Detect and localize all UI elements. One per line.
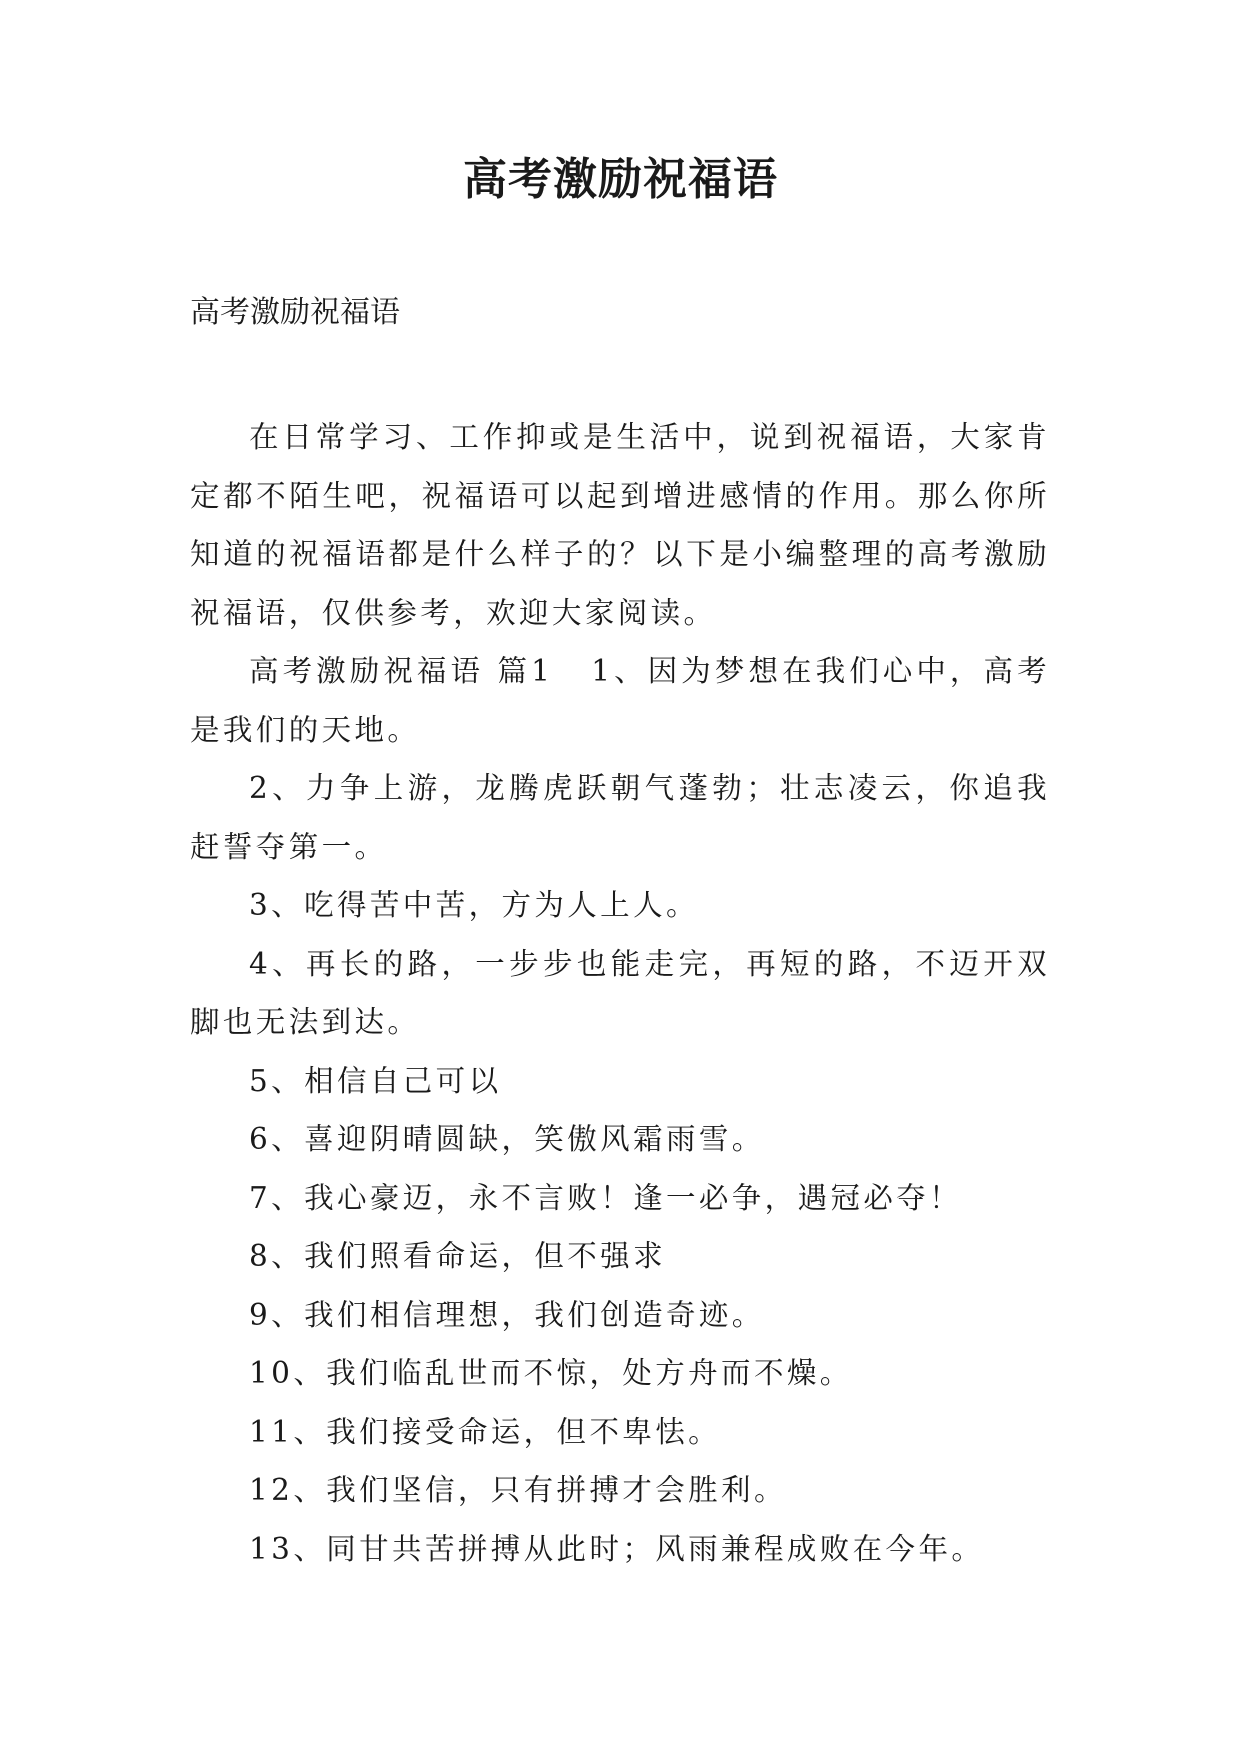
document-body [190, 408, 1050, 1578]
list-item: 7、我心豪迈，永不言败！逢一必争，遇冠必夺！ [249, 1180, 963, 1215]
list-item: 13、同甘共苦拼搏从此时；风雨兼程成败在今年。 [249, 1531, 985, 1566]
document-subtitle: 高考激励祝福语 [190, 295, 400, 330]
intro-paragraph: 在日常学习、工作抑或是生活中，说到祝福语，大家肯定都不陌生吧，祝福语可以起到增进感情的作用。那么你所知道的祝福语都是什么样子的？以下是小编整理的高考激励祝福语，仅供参考，欢迎大家阅读。 [190, 420, 1050, 630]
list-item: 8、我们照看命运，但不强求 [249, 1239, 666, 1273]
list-item: 9、我们相信理想，我们创造奇迹。 [249, 1297, 765, 1332]
list-item: 3、吃得苦中苦，方为人上人。 [249, 888, 699, 922]
list-item: 11、我们接受命运，但不卑怯。 [249, 1414, 722, 1449]
list-item: 6、喜迎阴晴圆缺，笑傲风霜雨雪。 [249, 1122, 765, 1156]
list-item: 2、力争上游，龙腾虎跃朝气蓬勃；壮志凌云，你追我赶誓夺第一。 [190, 771, 1050, 864]
document-title: 高考激励祝福语 [463, 154, 778, 205]
list-item: 12、我们坚信，只有拼搏才会胜利。 [249, 1473, 787, 1507]
section-heading: 高考激励祝福语 篇1 [249, 654, 554, 688]
list-item: 10、我们临乱世而不惊，处方舟而不燥。 [249, 1356, 853, 1390]
list-item: 5、相信自己可以 [249, 1063, 502, 1098]
list-item: 4、再长的路，一步步也能走完，再短的路，不迈开双脚也无法到达。 [190, 946, 1050, 1039]
section-paragraph [190, 642, 1050, 759]
list-item: 1、因为梦想在我们心中，高考是我们的天地。 [190, 654, 1050, 747]
